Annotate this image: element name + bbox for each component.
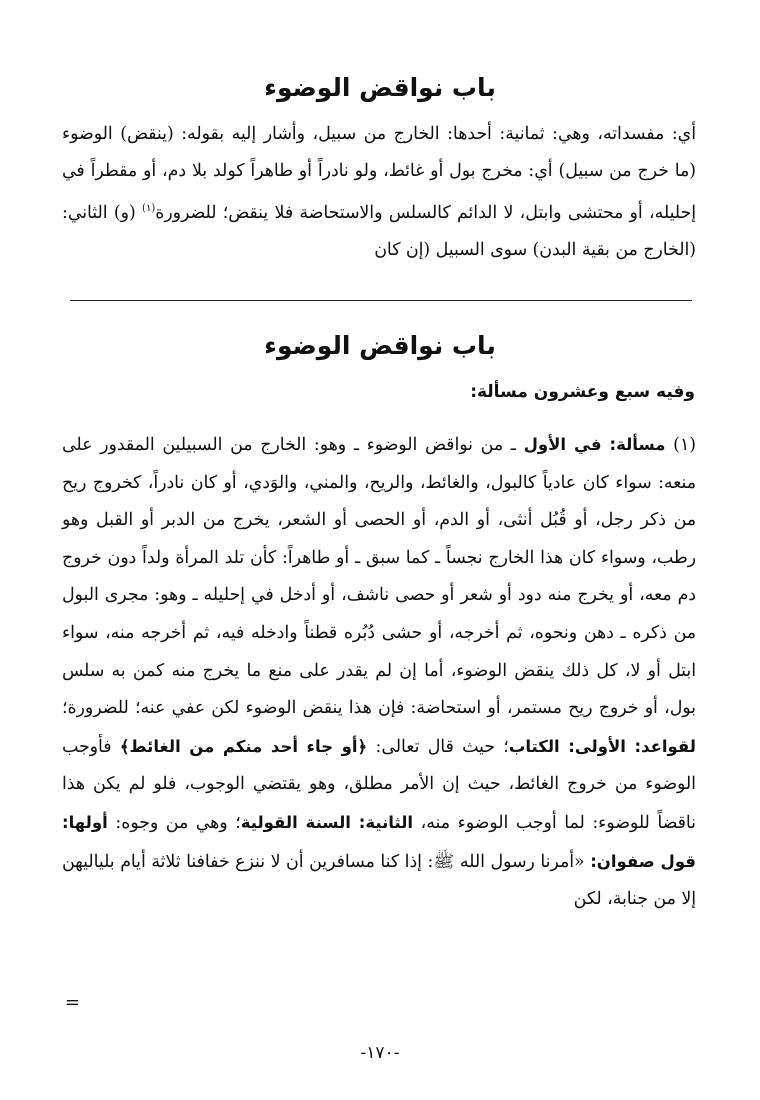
continuation-mark: =	[64, 992, 80, 1013]
top-text-part-1: أي: مفسداته، وهي: ثمانية: أحدها: الخارج من سبيل، وأشار إليه بقوله: (ينقض) الوضوء (ما خرج من سبيل) أي: مخرج بول أو غائط، ولو نادراً أو طاهراً كولد بلا دم، أو مقطراً في إحليله، أو محتشى وابتل، لا الدائم كالسلس والاستحاضة فلا ينقض؛ للضرورة	[62, 124, 696, 224]
rule-first-label: لقواعد: الأولى: الكتاب	[508, 736, 696, 756]
top-text-part-2: (و) الثاني: (الخارج من بقية البدن) سوى السبيل (إن كان	[62, 203, 696, 261]
body-text-4: ؛ وهي من وجوه:	[107, 812, 241, 833]
page-number: -١٧٠-	[360, 1043, 400, 1063]
first-aspect-label: أولها: قول صفوان:	[62, 812, 696, 871]
section-divider	[70, 300, 692, 301]
rule-second-label: الثانية: السنة القولية	[240, 812, 414, 832]
issue-label: مسألة: في الأول	[523, 435, 666, 454]
main-body-paragraph	[62, 426, 696, 919]
body-text-5: «أمرنا رسول الله ﷺ: إذا كنا مسافرين أن لا ننزع خفافنا ثلاثة أيام بلياليهن إلا من جنابة، لكن	[62, 851, 696, 910]
top-section-title: باب نواقض الوضوء	[264, 73, 496, 102]
top-section-text	[62, 116, 696, 270]
body-text-2: ؛ حيث قال تعالى:	[367, 736, 509, 757]
section-subheading: وفيه سبع وعشرون مسألة:	[470, 382, 695, 402]
issue-number: (١)	[665, 435, 696, 455]
footnote-marker: (١)	[142, 203, 156, 215]
main-section-title: باب نواقض الوضوء	[264, 331, 496, 360]
body-text-1: ـ من نواقض الوضوء ـ وهو: الخارج من السبيلين المقدور على منعه: سواء كان عادياً كالبول، والغائط، والريح، والمني، والوَدي، أو كان نادراً، كخروج ريح من ذكر رجل، أو قُبُل أنثى، أو الدم، أو الحصى أو الشعر، يخرج من الدبر أو القبل وهو رطب، وسواء كان هذا الخارج نجساً ـ كما سبق ـ أو طاهراً: كأن تلد المرأة ولداً دون خروج دم معه، أو يخرج منه دود أو شعر أو حصى ناشف، أو أدخل في إحليله ـ وهو: مجرى البول من ذكره ـ دهن ونحوه، ثم أخرجه، أو حشى دُبُره قطناً وادخله فيه، ثم أخرجه منه، سواء ابتل أو لا، كل ذلك ينقض الوضوء، أما إن لم يقدر على منع ما يخرج منه كمن به سلس بول، أو خروج ريح مستمر، أو استحاضة: فإن هذا ينقض الوضوء لكن عفي عنه؛ للضرورة؛	[62, 435, 696, 719]
quran-quote: ﴿أو جاء أحد منكم من الغائط﴾	[119, 736, 368, 756]
body-text-3: فأوجب الوضوء من خروج الغائط، حيث إن الأمر مطلق، وهو يقتضي الوجوب، فلو لم يكن هذا ناقضاً للوضوء: لما أوجب الوضوء منه،	[62, 736, 696, 833]
